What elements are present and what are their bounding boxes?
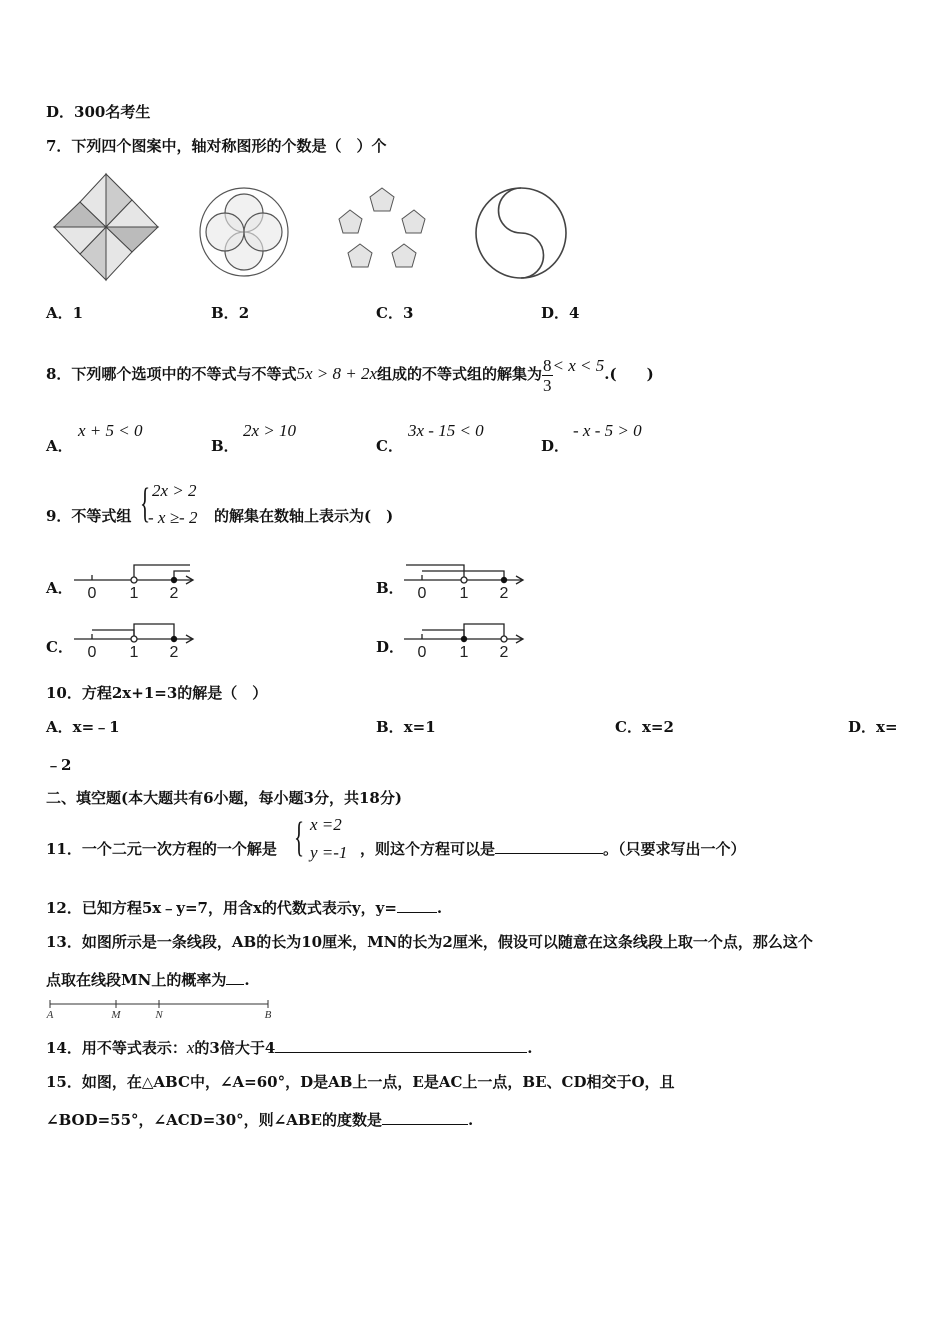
tick-label: 1 [129,585,139,602]
q10-option-a [46,717,120,737]
point-label: A [46,1009,54,1021]
q10-option-c [615,717,674,737]
option-label: A． [46,304,73,322]
q15-line-2-text: ∠BOD=55°，∠ACD=30°，则∠ABE的度数是 [46,1111,382,1129]
q10-option-b [376,717,436,737]
option-label: A． [46,718,73,736]
q8-fraction [542,356,553,395]
pinwheel-figure [52,172,160,282]
q8-option-a-text: x + 5 < 0 [78,421,143,440]
tick-label: 1 [459,585,469,602]
option-label: D． [541,437,570,455]
tick-label: 0 [417,644,427,661]
option-label: C． [615,718,642,736]
flower-circle-figure [198,186,290,278]
pentagon [348,244,372,267]
pentagon [392,244,416,267]
option-label: D． [46,103,75,121]
section-2-title: 二、填空题(本大题共有6小题，每小题3分，共18分) [46,789,402,807]
brace-icon: { [140,481,151,527]
q10-stem: 10．方程2x+1=3的解是（ ） [46,684,268,702]
answer-blank[interactable] [226,970,244,985]
q12 [46,898,442,918]
tick-label: 2 [499,585,509,602]
q7-option-b [211,303,249,323]
number-line-a [72,560,198,604]
q10-option-d-wrap: ﹣2 [46,756,72,774]
q8-option-a [46,436,73,456]
q9-option-d-label: D． [376,638,405,656]
q7-option-c [376,303,413,323]
q11-stem-b-text: ，则这个方程可以是 [360,840,496,858]
option-text: 4 [569,304,580,322]
q8-option-c-text: 3x - 15 < 0 [408,421,484,440]
tick-label: 2 [169,644,179,661]
pentagon [370,188,394,211]
option-label: D． [848,718,877,736]
q10-option-d [848,717,898,737]
q7-option-a [46,303,83,323]
q11-system-line-2: y =-1 [310,843,348,862]
q9-option-b-label: B． [376,579,404,597]
q8-option-c [376,436,403,456]
fraction-numerator: 8 [543,355,552,375]
number-line-c [72,619,198,663]
option-label: D． [541,304,570,322]
number-line-b [402,560,528,604]
fraction-denominator: 3 [543,375,552,395]
q8-stem-a: 8．下列哪个选项中的不等式与不等式 [46,365,297,383]
option-label: A． [46,437,73,455]
point-label: N [155,1009,163,1021]
option-text: x= [876,718,898,736]
tick-label: 0 [87,585,97,602]
q11-system-line-1: x =2 [310,815,342,834]
option-text: 300名考生 [74,103,151,121]
yin-yang-figure [474,186,568,280]
q14 [46,1038,533,1058]
tick-label: 1 [129,644,139,661]
q9-option-c-label: C． [46,638,73,656]
q9-option-a-label: A． [46,579,73,597]
answer-blank[interactable] [382,1110,468,1125]
q8-option-b [211,436,239,456]
option-text: 2 [238,304,250,322]
option-label: B． [211,437,239,455]
option-text: x=2 [641,718,674,736]
q9-system-line-1: 2x > 2 [152,481,197,500]
q11-stem-b [360,839,746,859]
q13-line-2 [46,970,250,990]
q13-line-1: 13．如图所示是一条线段，AB的长为10厘米，MN的长为2厘米，假设可以随意在这条线段上取一个点，那么这个 [46,933,813,951]
q13-end: . [244,971,250,989]
option-text: x=1 [403,718,436,736]
point-label: M [111,1009,121,1021]
q8-option-d [541,436,569,456]
q14-stem-b: 的3倍大于4 [194,1039,276,1057]
tick-label: 0 [417,585,427,602]
answer-blank[interactable] [495,839,603,854]
q8-stem-c: .( ) [604,365,654,383]
q13-line-2-text: 点取在线段MN上的概率为 [46,971,227,989]
pentagon [339,210,362,233]
q9-system-line-2: - x ≥- 2 [148,508,198,527]
q7-option-d [541,303,579,323]
option-label: B． [376,718,404,736]
point-label: B [264,1009,272,1021]
q14-stem-a: 14．用不等式表示： [46,1039,187,1057]
answer-blank[interactable] [397,898,437,913]
tick-label: 0 [87,644,97,661]
tick-label: 2 [169,585,179,602]
q6-option-d [46,102,150,122]
option-text: x=﹣1 [72,718,120,736]
option-label: B． [211,304,239,322]
q11-stem-c: 。（只要求写出一个） [603,840,746,858]
pentagons-figure [336,186,428,276]
pentagon [402,210,425,233]
q14-end: . [527,1039,533,1057]
tick-label: 1 [459,644,469,661]
option-text: 1 [72,304,84,322]
brace-icon: { [294,815,305,861]
q8-inequality: 5x > 8 + 2x [296,364,377,383]
q15-line-2 [46,1110,473,1130]
tick-label: 2 [499,644,509,661]
q12-end: . [436,899,443,917]
q8-stem-b: 组成的不等式组的解集为 [377,365,543,383]
q9-stem-b: 的解集在数轴上表示为( ) [214,507,394,525]
segment-figure [44,998,274,1020]
q14-variable: x [186,1038,195,1057]
q7-stem: 7．下列四个图案中，轴对称图形的个数是（ ）个 [46,137,387,155]
number-line-d [402,619,528,663]
option-label: C． [376,437,403,455]
q15-line-1: 15．如图，在△ABC中，∠A=60°，D是AB上一点，E是AC上一点，BE、CD相交于O，且 [46,1073,675,1091]
q12-stem: 12．已知方程5x﹣y=7，用含x的代数式表示y，y= [46,899,397,917]
q9-stem-a: 9．不等式组 [46,507,132,525]
q15-end: . [467,1111,474,1129]
q8-option-d-text: - x - 5 > 0 [573,421,642,440]
answer-blank[interactable] [275,1038,527,1053]
option-label: C． [376,304,403,322]
q8-stem [46,354,654,395]
q8-range: < x < 5 [552,356,605,375]
option-text: 3 [402,304,414,322]
q11-stem-a: 11．一个二元一次方程的一个解是 [46,840,277,858]
q8-option-b-text: 2x > 10 [243,421,297,440]
